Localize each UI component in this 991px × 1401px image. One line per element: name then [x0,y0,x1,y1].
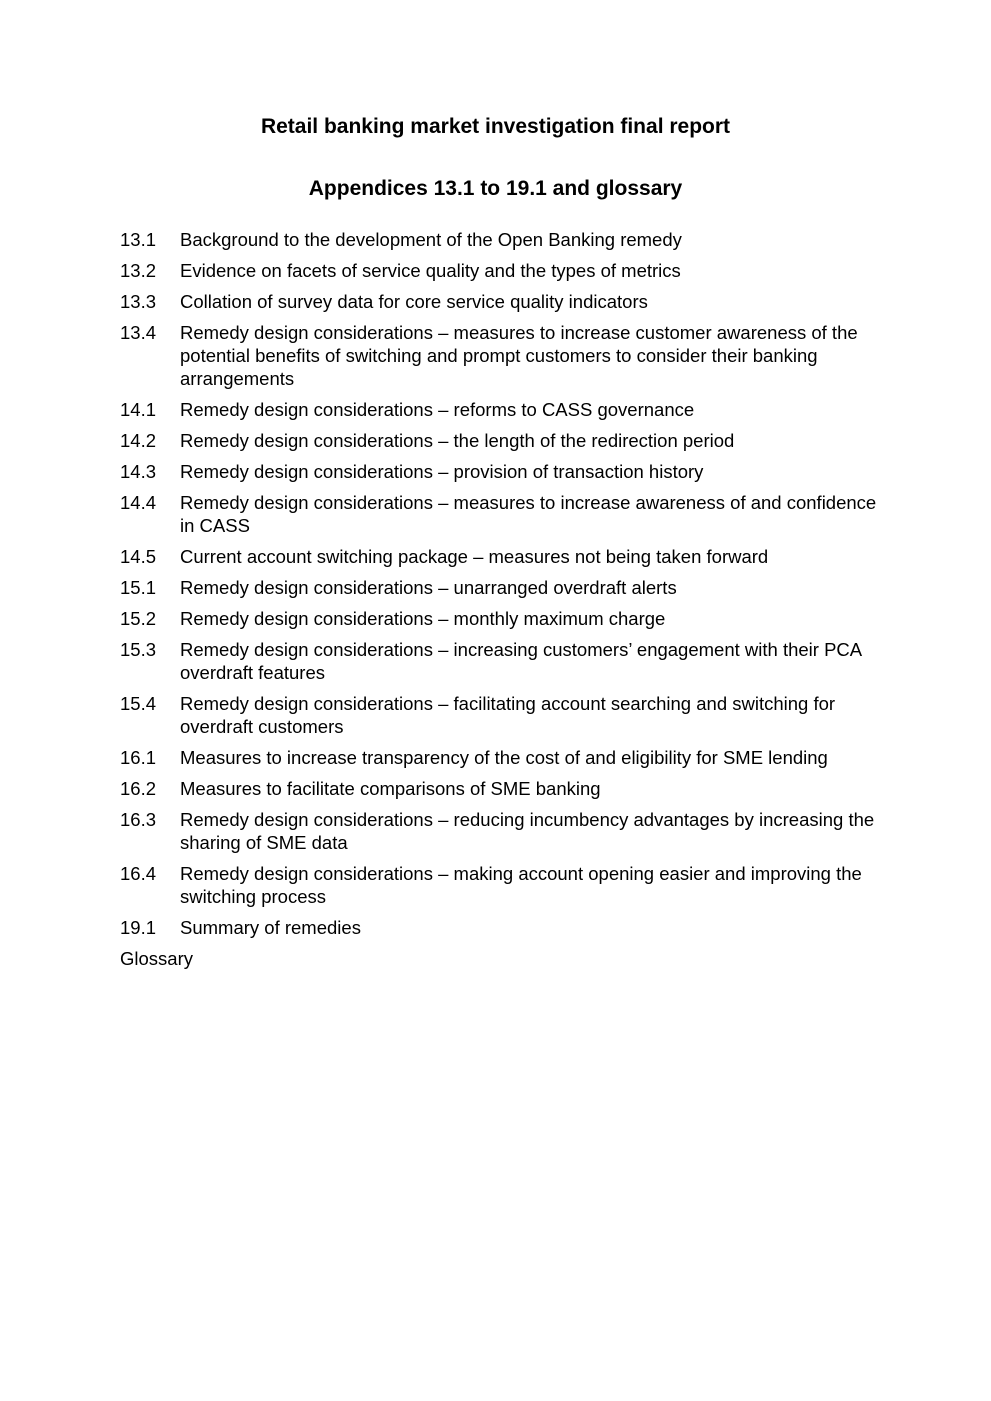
appendix-entry [120,398,880,421]
document-subtitle: Appendices 13.1 to 19.1 and glossary [308,177,683,200]
appendix-number: 15.4 [120,693,157,714]
appendix-number: 16.3 [120,809,157,830]
appendix-entry [120,777,880,800]
appendix-title: Background to the development of the Open Banking remedy [180,229,682,250]
appendix-entry [120,429,880,452]
appendix-title: Current account switching package – measures not being taken forward [180,546,769,567]
appendix-entry [120,228,880,251]
appendix-entry [120,916,880,939]
appendix-title: Remedy design considerations – facilitating account searching and switching for overdraft customers [180,693,836,737]
appendix-title: Remedy design considerations – monthly maximum charge [180,608,666,629]
appendix-number: 15.2 [120,608,157,629]
appendix-title: Measures to increase transparency of the cost of and eligibility for SME lending [180,747,828,768]
appendix-number: 14.3 [120,461,157,482]
appendix-number: 16.4 [120,863,157,884]
appendix-number: 15.3 [120,639,157,660]
document-title: Retail banking market investigation final report [260,115,731,138]
appendix-entry [120,862,880,908]
appendix-number: 13.2 [120,260,157,281]
appendix-number: 16.1 [120,747,157,768]
appendix-entry [120,576,880,599]
appendix-entry [120,460,880,483]
appendix-title: Remedy design considerations – the length of the redirection period [180,430,735,451]
appendix-entry [120,607,880,630]
appendix-title: Remedy design considerations – unarranged overdraft alerts [180,577,677,598]
appendix-number: 13.3 [120,291,157,312]
glossary-entry: Glossary [120,948,193,969]
appendix-number: 14.4 [120,492,157,513]
appendix-title: Remedy design considerations – reforms to CASS governance [180,399,695,420]
appendix-entry [120,692,880,738]
appendix-title: Evidence on facets of service quality and the types of metrics [180,260,681,281]
appendix-list [120,228,880,970]
appendix-entry [120,545,880,568]
appendix-entry [120,746,880,769]
appendix-title: Collation of survey data for core service quality indicators [180,291,648,312]
appendix-entry [120,259,880,282]
appendix-entry [120,638,880,684]
appendix-title: Remedy design considerations – measures to increase awareness of and confidence in CASS [180,492,877,536]
appendix-number: 13.1 [120,229,157,250]
appendix-title: Remedy design considerations – reducing incumbency advantages by increasing the sharing of SME data [180,809,875,853]
appendix-entry [120,321,880,390]
appendix-title: Remedy design considerations – provision of transaction history [180,461,704,482]
appendix-number: 16.2 [120,778,157,799]
appendix-title: Measures to facilitate comparisons of SME banking [180,778,601,799]
appendix-title: Remedy design considerations – making account opening easier and improving the switching process [180,863,862,907]
appendix-entry [120,808,880,854]
appendix-title: Summary of remedies [180,917,361,938]
appendix-entry [120,290,880,313]
appendix-number: 15.1 [120,577,157,598]
appendix-number: 13.4 [120,322,157,343]
appendix-title: Remedy design considerations – increasing customers’ engagement with their PCA overdraft features [180,639,862,683]
appendix-number: 19.1 [120,917,157,938]
appendix-title: Remedy design considerations – measures to increase customer awareness of the potential benefits of switching and prompt customers to consider their banking arrangements [180,322,858,389]
appendix-number: 14.1 [120,399,157,420]
appendix-number: 14.2 [120,430,157,451]
appendix-number: 14.5 [120,546,157,567]
appendix-entry [120,491,880,537]
